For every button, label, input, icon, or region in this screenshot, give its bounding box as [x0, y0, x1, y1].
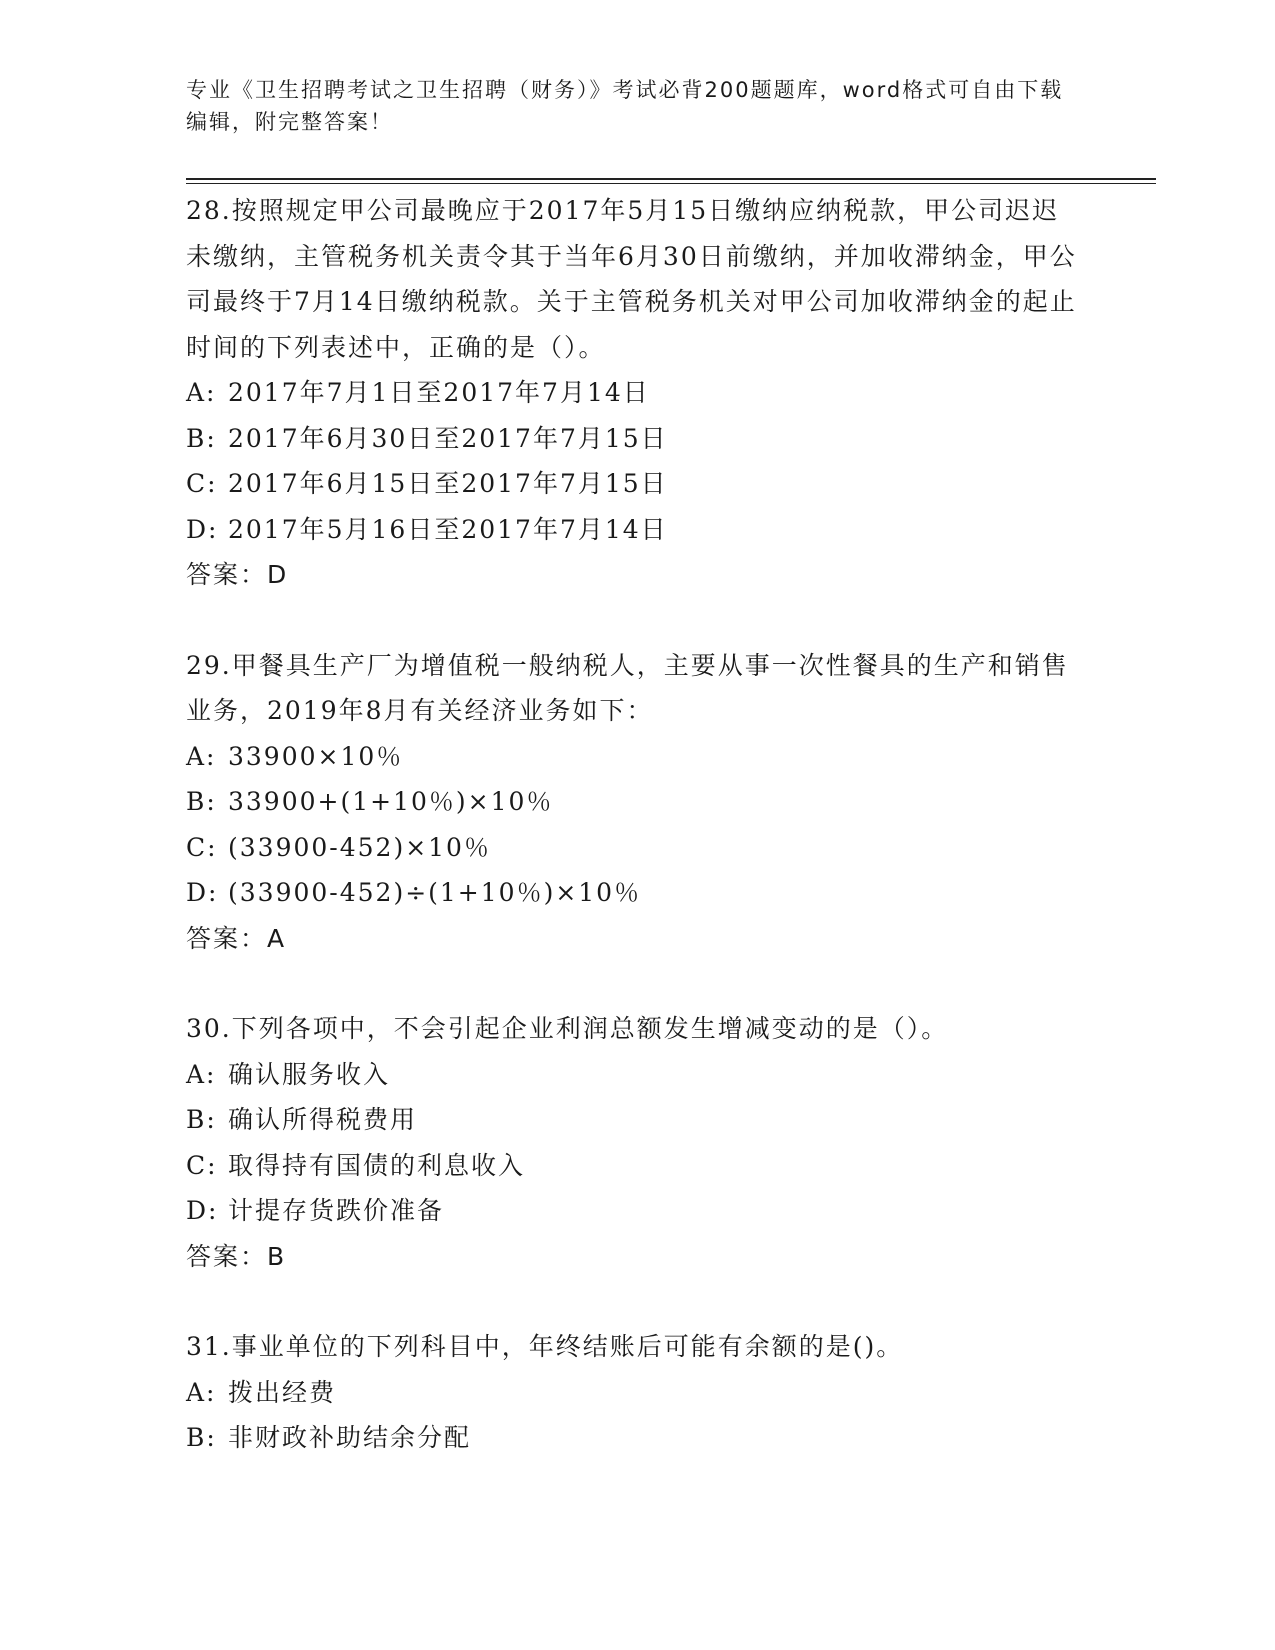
option-key: C: — [186, 832, 218, 862]
option-key: B: — [186, 423, 217, 453]
option-text: 2017年6月30日至2017年7月15日 — [228, 423, 668, 453]
header-divider-thick — [186, 178, 1156, 180]
option-d — [186, 870, 1086, 916]
option-text: 确认服务收入 — [228, 1059, 391, 1089]
answer-line: 答案：D — [186, 560, 289, 589]
option-d — [186, 1188, 1086, 1234]
option-c — [186, 1143, 1086, 1189]
option-key: A: — [186, 1059, 217, 1089]
question-29 — [186, 643, 1086, 962]
option-text: (33900-452)×10％ — [228, 832, 491, 862]
option-text: 拨出经费 — [228, 1377, 337, 1407]
option-key: B: — [186, 1423, 217, 1452]
question-28 — [186, 188, 1086, 598]
option-d — [186, 507, 1086, 553]
option-b — [186, 416, 1086, 462]
option-key: B: — [186, 787, 217, 816]
option-key: C: — [186, 469, 218, 498]
option-key: A: — [186, 741, 217, 771]
option-text: 2017年5月16日至2017年7月14日 — [228, 514, 668, 544]
option-b — [186, 779, 1086, 825]
option-key: A: — [186, 378, 217, 407]
option-text: 33900×10％ — [228, 741, 404, 771]
option-key: D: — [186, 878, 219, 907]
option-key: D: — [186, 1196, 219, 1225]
question-text: 30.下列各项中，不会引起企业利润总额发生增减变动的是（）。 — [186, 1014, 949, 1043]
option-b — [186, 1415, 1086, 1461]
option-text: 2017年7月1日至2017年7月14日 — [228, 378, 650, 407]
option-a — [186, 734, 1086, 780]
option-text: 2017年6月15日至2017年7月15日 — [228, 469, 668, 498]
question-text: 29.甲餐具生产厂为增值税一般纳税人，主要从事一次性餐具的生产和销售业务，2019年8月有关经济业务如下： — [186, 650, 1069, 725]
option-c — [186, 461, 1086, 507]
document-header: 专业《卫生招聘考试之卫生招聘（财务）》考试必背200题题库，word格式可自由下载编辑，附完整答案！ — [186, 78, 1064, 134]
question-text: 28.按照规定甲公司最晚应于2017年5月15日缴纳应纳税款，甲公司迟迟未缴纳，主管税务机关责令其于当年6月30日前缴纳，并加收滞纳金，甲公司最终于7月14日缴纳税款。关于主管税务机关对甲公司加收滞纳金的起止时间的下列表述中，正确的是（）。 — [186, 196, 1077, 362]
option-key: C: — [186, 1150, 218, 1180]
option-a — [186, 1370, 1086, 1416]
option-a — [186, 370, 1086, 416]
option-a — [186, 1052, 1086, 1098]
answer-line: 答案：B — [186, 1241, 287, 1271]
question-30 — [186, 1006, 1086, 1279]
option-key: A: — [186, 1377, 217, 1407]
option-text: 计提存货跌价准备 — [228, 1196, 445, 1225]
question-31 — [186, 1324, 1086, 1461]
question-list — [186, 188, 1086, 1506]
option-text: 非财政补助结余分配 — [228, 1423, 472, 1452]
option-text: 确认所得税费用 — [228, 1105, 418, 1134]
option-b — [186, 1097, 1086, 1143]
option-text: (33900-452)÷(1+10％)×10％ — [228, 878, 642, 907]
option-c — [186, 825, 1086, 871]
option-text: 取得持有国债的利息收入 — [228, 1150, 526, 1180]
answer-line: 答案：A — [186, 923, 287, 953]
option-text: 33900+(1+10％)×10％ — [228, 787, 554, 816]
option-key: D: — [186, 514, 219, 544]
question-text: 31.事业单位的下列科目中，年终结账后可能有余额的是()。 — [186, 1332, 904, 1361]
header-divider-thin — [186, 183, 1156, 184]
option-key: B: — [186, 1105, 217, 1134]
